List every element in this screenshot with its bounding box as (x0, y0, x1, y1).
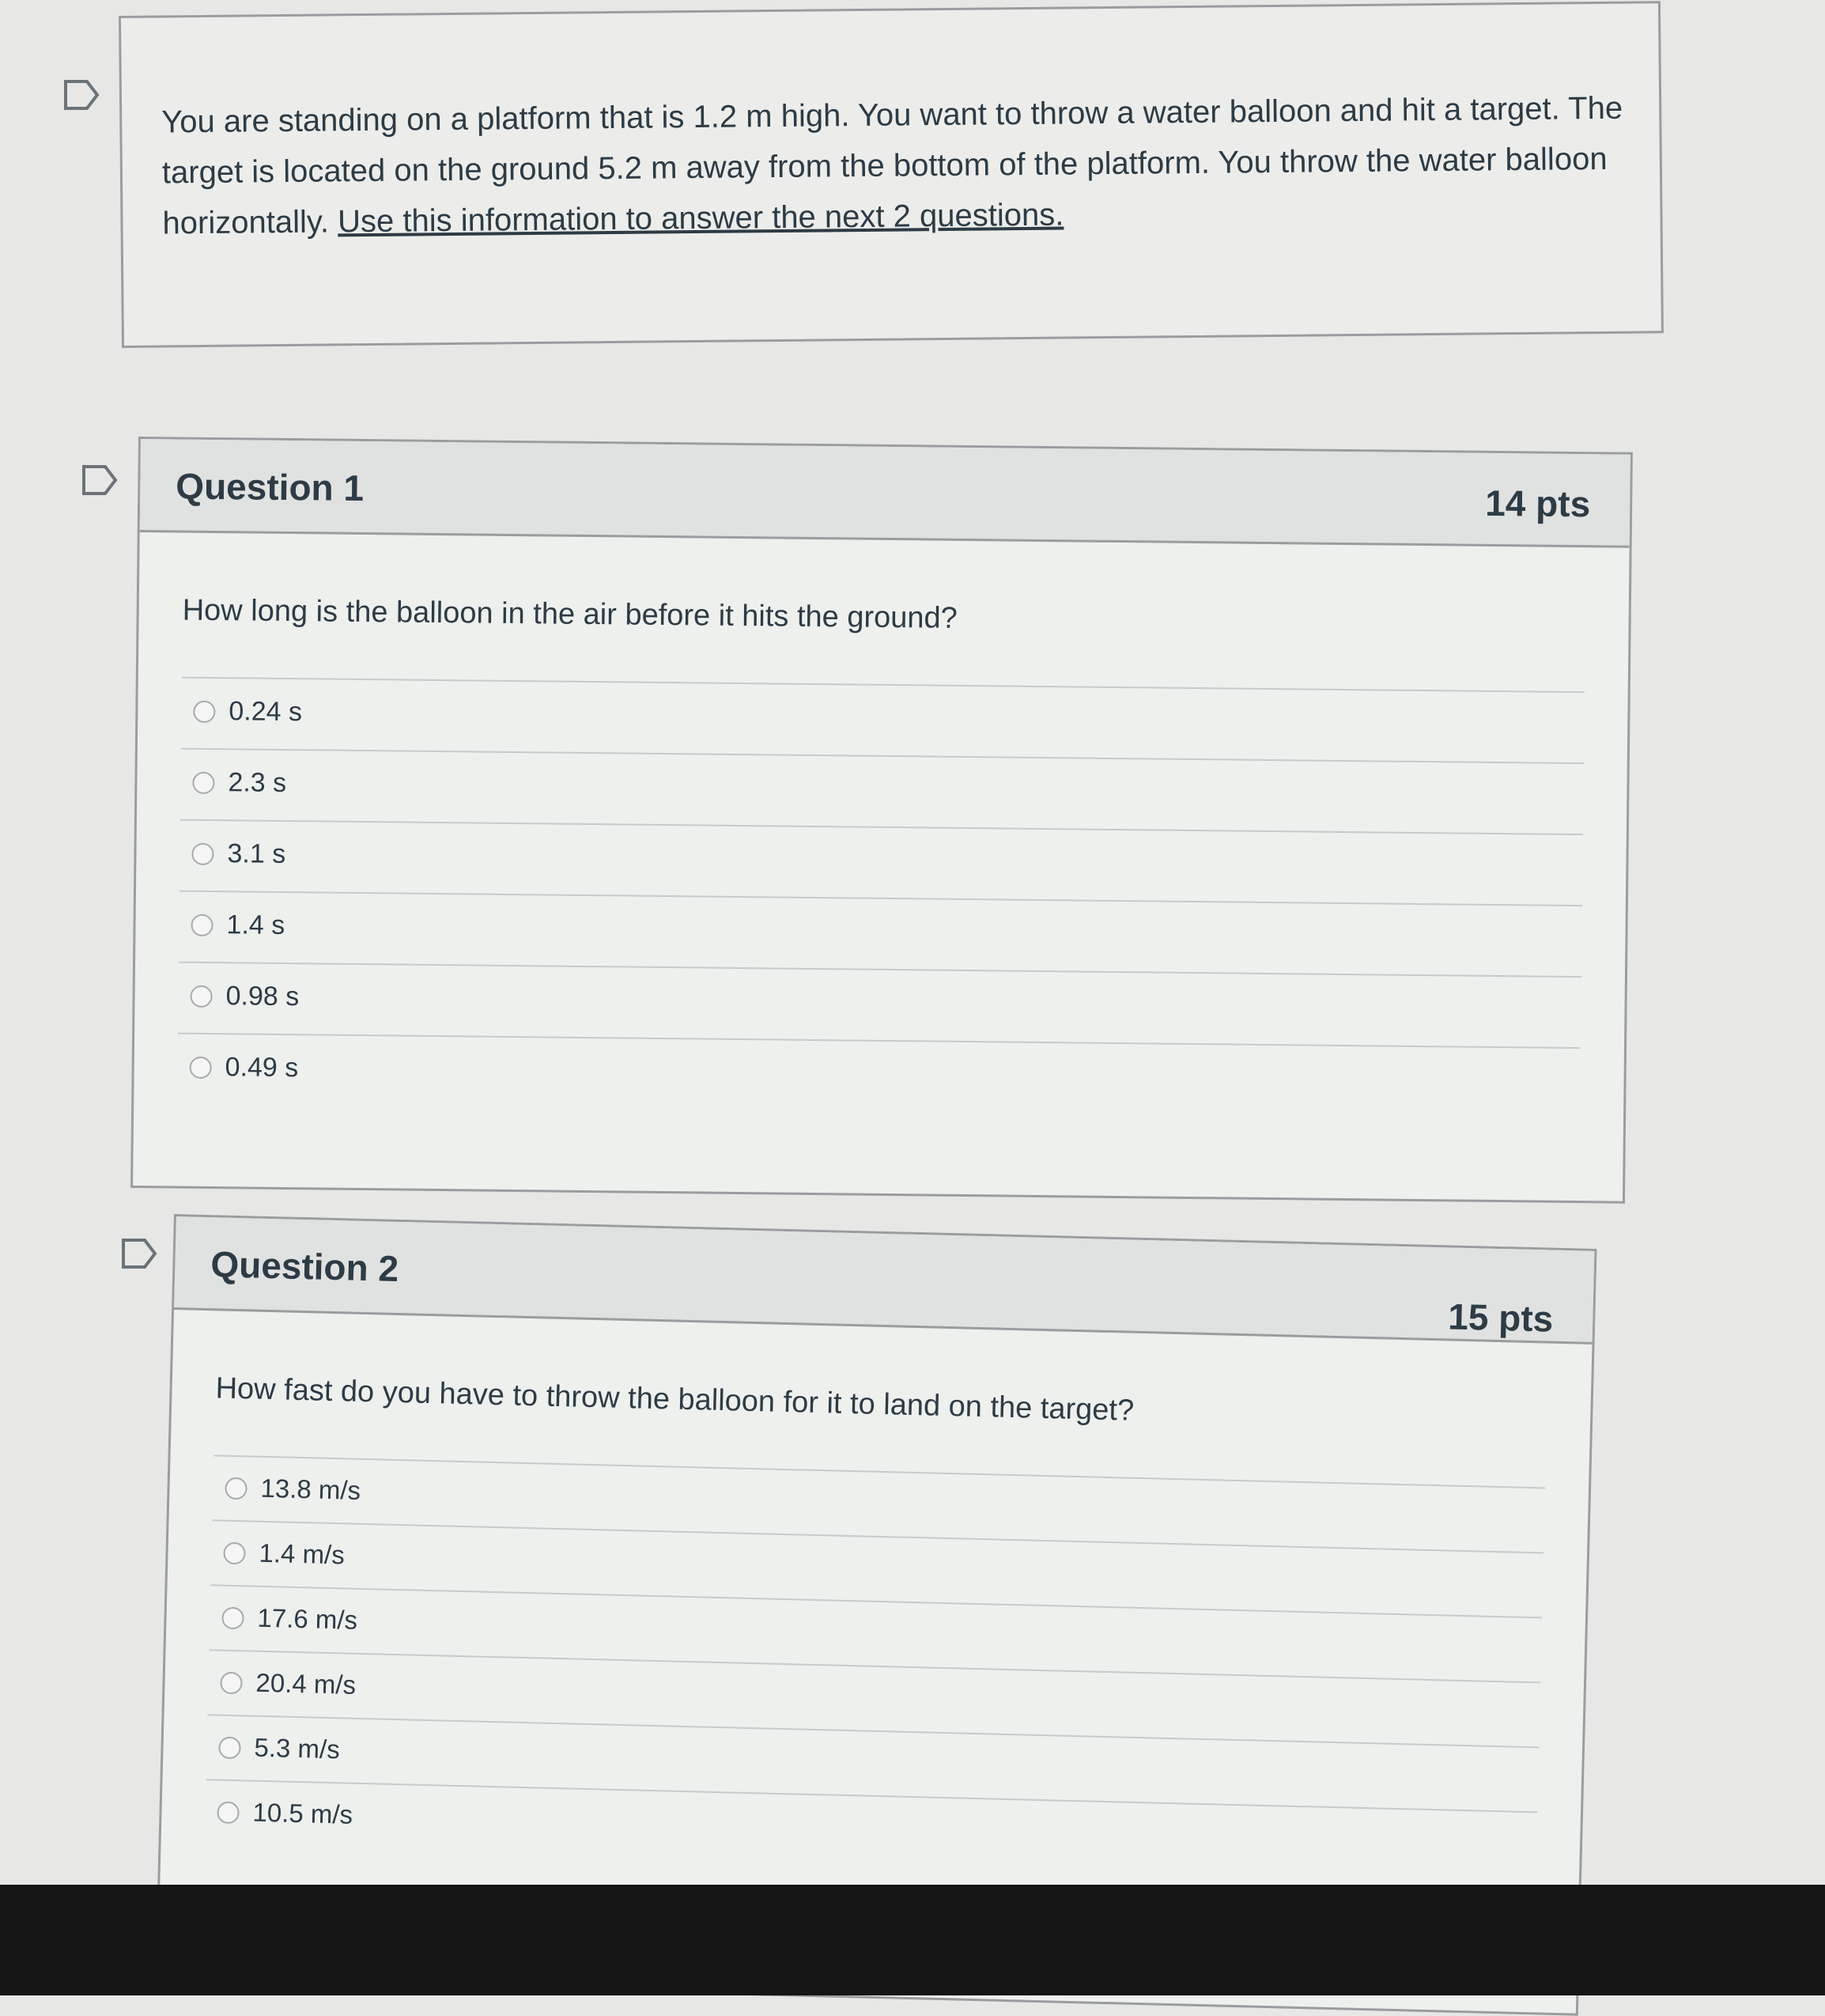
question-title: Question 1 (176, 465, 365, 509)
answer-label: 2.3 s (228, 767, 287, 798)
intro-body: You are standing on a platform that is 1.2 m high. You want to throw a water balloon and hit a target. The target is located on the ground 5.2 m away from the bottom of the platform. You throw the water balloon horizontally. (161, 90, 1623, 241)
answer-label: 0.49 s (225, 1052, 299, 1084)
answer-label: 5.3 m/s (254, 1732, 341, 1764)
answer-label: 0.24 s (229, 696, 303, 728)
radio-button[interactable] (190, 1057, 212, 1079)
question-1 (130, 437, 1633, 1204)
answer-label: 13.8 m/s (260, 1473, 361, 1505)
radio-button[interactable] (225, 1477, 247, 1500)
answer-label: 20.4 m/s (255, 1667, 357, 1700)
question-points: 15 pts (1447, 1295, 1554, 1340)
answer-option[interactable] (177, 1033, 1581, 1119)
radio-button[interactable] (223, 1542, 246, 1565)
answer-list (205, 1454, 1546, 1876)
radio-button[interactable] (192, 772, 214, 794)
answer-label: 10.5 m/s (252, 1797, 353, 1829)
intro-text (161, 83, 1642, 249)
answer-list (177, 677, 1585, 1119)
flag-icon[interactable] (63, 79, 100, 111)
answer-label: 0.98 s (225, 981, 300, 1012)
question-title: Question 2 (210, 1243, 399, 1289)
question-text: How long is the balloon in the air before it hits the ground? (182, 593, 958, 635)
answer-label: 1.4 m/s (259, 1538, 346, 1570)
question-points: 14 pts (1484, 482, 1591, 525)
question-header (174, 1216, 1594, 1345)
radio-button[interactable] (217, 1802, 240, 1825)
answer-label: 3.1 s (227, 838, 286, 869)
flag-icon[interactable] (81, 464, 118, 496)
intro-panel (119, 1, 1664, 348)
radio-button[interactable] (221, 1607, 244, 1630)
intro-link: Use this information to answer the next 2 questions. (337, 197, 1064, 240)
screen-bezel (0, 1885, 1825, 1995)
radio-button[interactable] (193, 701, 215, 723)
question-header (140, 439, 1630, 548)
radio-button[interactable] (190, 985, 212, 1008)
radio-button[interactable] (220, 1672, 243, 1695)
question-text: How fast do you have to throw the balloon for it to land on the target? (215, 1371, 1135, 1428)
answer-label: 17.6 m/s (257, 1602, 358, 1635)
radio-button[interactable] (191, 843, 213, 865)
radio-button[interactable] (191, 914, 213, 936)
answer-label: 1.4 s (226, 910, 285, 940)
radio-button[interactable] (218, 1737, 241, 1760)
flag-icon[interactable] (121, 1238, 157, 1269)
